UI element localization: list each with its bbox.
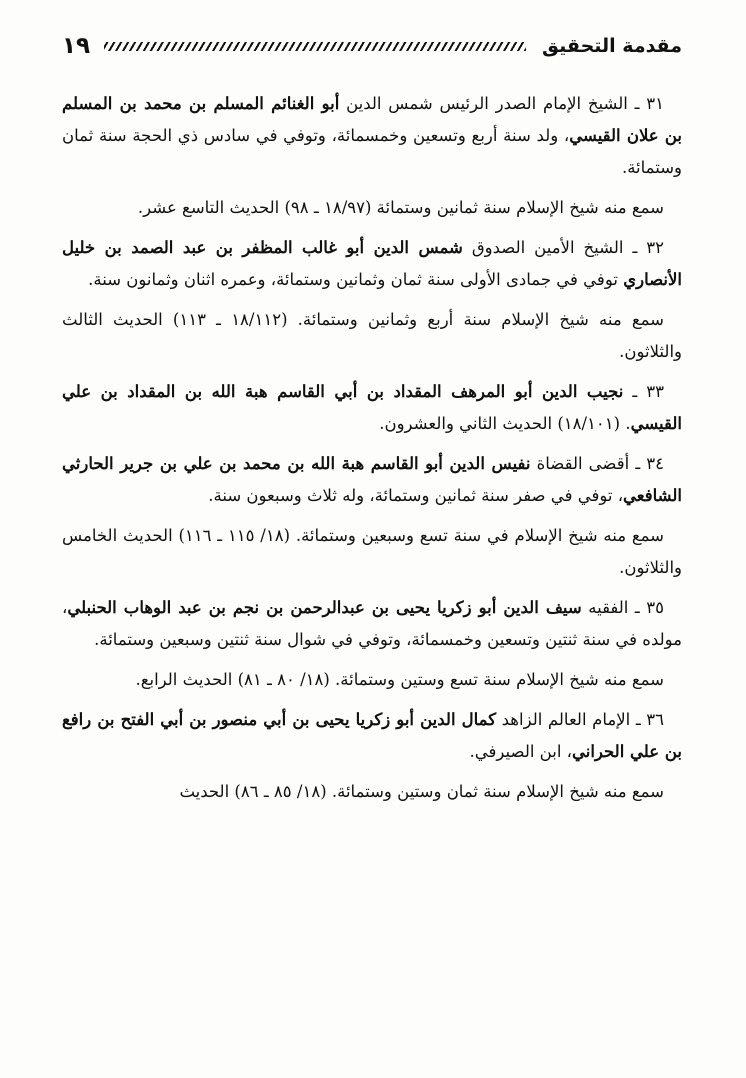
entry-number: ٣٣ (646, 382, 664, 401)
entry-bio: ، ولد سنة أربع وتسعين وخمسمائة، وتوفي في سادس ذي الحجة سنة ثمان وستمائة. (62, 126, 682, 177)
header-rule (104, 42, 526, 51)
entry-title: أقضى القضاة (530, 454, 630, 473)
entry-number: ٣٦ (646, 710, 664, 729)
entry-34: ٣٤ ـ أقضى القضاة نفيس الدين أبو القاسم هبة الله بن محمد بن علي بن جرير الحارثي الشافعي، توفي في صفر سنة ثمانين وستمائة، وله ثلاث وسبعون سنة. (62, 454, 682, 505)
entry-title: الشيخ الإمام الصدر الرئيس شمس الدين (339, 94, 628, 113)
entry-number: ٣١ (646, 94, 664, 113)
entry-title: الشيخ الأمين الصدوق (462, 238, 624, 257)
hearing-note-31 (62, 192, 682, 224)
hearing-text: سمع منه شيخ الإسلام سنة تسع وستين وستمائة. (١٨/ ٨٠ ـ ٨١) الحديث الرابع. (135, 670, 664, 689)
entry-number: ٣٥ (646, 598, 665, 617)
entry-name: أبو الغنائم المسلم بن محمد بن المسلم بن علان القيسي (62, 94, 682, 145)
hearing-text: سمع منه شيخ الإسلام سنة ثمانين وستمائة (١٨/٩٧ ـ ٩٨) الحديث التاسع عشر. (137, 198, 664, 217)
hearing-note-35 (62, 664, 682, 696)
entry-bio: . (١٨/١٠١) الحديث الثاني والعشرون. (379, 414, 631, 433)
entry-title: الإمام العالم الزاهد (496, 710, 631, 729)
entry-36: ٣٦ ـ الإمام العالم الزاهد كمال الدين أبو زكريا يحيى بن أبي منصور بن أبي الفتح بن رافع بن علي الحراني، ابن الصيرفي. (62, 710, 682, 761)
entry-name: شمس الدين أبو غالب المظفر بن عبد الصمد بن خليل الأنصاري (62, 238, 682, 289)
hearing-note-36 (62, 776, 682, 808)
hearing-note-32 (62, 304, 682, 368)
hearing-text: سمع منه شيخ الإسلام في سنة تسع وسبعين وستمائة. (١٨/ ١١٥ ـ ١١٦) الحديث الخامس والثلاثون. (62, 526, 682, 577)
entry-35: ٣٥ ـ الفقيه سيف الدين أبو زكريا يحيى بن عبدالرحمن بن نجم بن عبد الوهاب الحنبلي، مولده في سنة ثنتين وتسعين وخمسمائة، وتوفي في شوال سنة ثنتين وسبعين وستمائة. (62, 598, 682, 649)
page-number: ١٩ (62, 33, 91, 59)
body-text (62, 88, 682, 816)
entry-bio: ، توفي في صفر سنة ثمانين وستمائة، وله ثلاث وسبعون سنة. (208, 486, 624, 505)
entry-32: ٣٢ ـ الشيخ الأمين الصدوق شمس الدين أبو غالب المظفر بن عبد الصمد بن خليل الأنصاري توفي في جمادى الأولى سنة ثمان وثمانين وستمائة، وعمره اثنان وثمانون سنة. (62, 238, 682, 289)
entry-number: ٣٤ (646, 454, 664, 473)
entry-number: ٣٢ (646, 238, 665, 257)
running-title: مقدمة التحقيق (542, 35, 682, 57)
entry-title: الفقيه (581, 598, 629, 617)
entry-bio: ، مولده في سنة ثنتين وتسعين وخمسمائة، وتوفي في شوال سنة ثنتين وسبعين وستمائة. (62, 598, 682, 649)
entry-name: كمال الدين أبو زكريا يحيى بن أبي منصور بن أبي الفتح بن رافع بن علي الحراني (62, 710, 682, 761)
entry-name: نفيس الدين أبو القاسم هبة الله بن محمد بن علي بن جرير الحارثي الشافعي (62, 454, 682, 505)
entry-name: نجيب الدين أبو المرهف المقداد بن أبي القاسم هبة الله بن المقداد بن علي القيسي (62, 382, 682, 433)
entry-bio: توفي في جمادى الأولى سنة ثمان وثمانين وستمائة، وعمره اثنان وثمانون سنة. (88, 270, 624, 289)
entry-bio: ، ابن الصيرفي. (469, 742, 572, 761)
page-header (62, 26, 682, 66)
hearing-text: سمع منه شيخ الإسلام سنة أربع وثمانين وستمائة. (١٨/١١٢ ـ ١١٣) الحديث الثالث والثلاثون. (62, 310, 682, 361)
entry-name: سيف الدين أبو زكريا يحيى بن عبدالرحمن بن نجم بن عبد الوهاب الحنبلي (67, 598, 582, 617)
entry-33: ٣٣ ـ نجيب الدين أبو المرهف المقداد بن أبي القاسم هبة الله بن المقداد بن علي القيسي. (١٨/١٠١) الحديث الثاني والعشرون. (62, 382, 682, 433)
hearing-text: سمع منه شيخ الإسلام سنة ثمان وستين وستمائة. (١٨/ ٨٥ ـ ٨٦) الحديث (179, 782, 664, 801)
hearing-note-34 (62, 520, 682, 584)
entry-31: ٣١ ـ الشيخ الإمام الصدر الرئيس شمس الدين أبو الغنائم المسلم بن محمد بن المسلم بن علان القيسي، ولد سنة أربع وتسعين وخمسمائة، وتوفي في سادس ذي الحجة سنة ثمان وستمائة. (62, 94, 682, 177)
